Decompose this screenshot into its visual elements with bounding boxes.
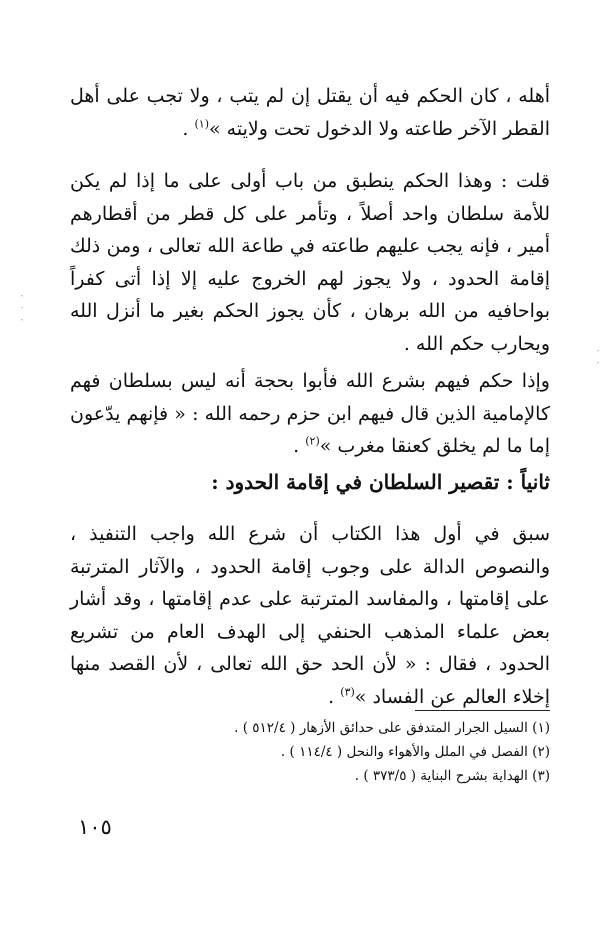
paragraph-3-end: . xyxy=(293,435,306,457)
scan-speck-right: · · xyxy=(596,344,600,370)
paragraph-4-end: . xyxy=(328,685,341,708)
paragraph-1 xyxy=(70,80,550,145)
page-number: ١٠٥ xyxy=(78,815,112,839)
footnote-1: (١) السيل الجرار المتدفق على حدائق الأزهار ( ٥١٢/٤ ) . xyxy=(234,720,550,736)
paragraph-1-end: . xyxy=(182,117,195,140)
paragraph-2: قلت : وهذا الحكم ينطبق من باب أولى على ما إذا لم يكن للأمة سلطان واحد أصلاً ، وتأمر على كل قطر من أقطارهم أمير ، فإنه يجب عليهم طاعته في طاعة الله تعالى ، ومن ذلك إقامة الحدود ، ولا يجوز لهم الخروج عليه إلا إذا أتى كفراً بواحافيه من الله برهان ، كأن يجوز الحكم بغير ما أنزل الله ويحارب حكم الله . xyxy=(70,170,550,355)
scan-speck-left: · · · xyxy=(20,289,24,327)
paragraph-3 xyxy=(70,365,550,463)
paragraph-1-text: أهله ، كان الحكم فيه أن يقتل إن لم يتب ، ولا تجب على أهل القطر الآخر طاعته ولا الدخول تحت ولايته » xyxy=(70,85,550,140)
footnote-3: (٣) الهداية بشرح البناية ( ٣٧٣/٥ ) . xyxy=(354,768,550,784)
section-heading: ثانياً : تقصير السلطان في إقامة الحدود : xyxy=(211,470,550,494)
paragraph-4-text: سبق في أول هذا الكتاب أن شرع الله واجب التنفيذ ، والنصوص الدالة على وجوب إقامة الحدود ، والآثار المترتبة على إقامتها ، والمفاسد المترتبة على عدم إقامتها ، وقد أشار بعض علماء المذهب الحنفي إلى الهدف العام من تشريع الحدود ، فقال : « لأن الحد حق الله تعالى ، لأن القصد منها إخلاء العالم عن الفساد » xyxy=(70,523,550,708)
footnote-ref-1: (١) xyxy=(194,117,209,131)
paragraph-3-text: وإذا حكم فيهم بشرع الله فأبوا بحجة أنه ليس بسلطان فهم كالإمامية الذين قال فيهم ابن حزم رحمه الله : « فإنهم يدّعون إما ما لم يخلق كعنقا مغرب » xyxy=(70,370,550,457)
footnote-ref-2: (٢) xyxy=(305,434,320,448)
footnote-ref-3: (٣) xyxy=(340,685,355,699)
footnote-2: (٢) الفصل في الملل والأهواء والنحل ( ١١٤/٤ ) . xyxy=(280,744,550,760)
footnote-separator xyxy=(415,710,550,711)
footnotes xyxy=(70,716,550,788)
paragraph-4 xyxy=(70,518,550,713)
